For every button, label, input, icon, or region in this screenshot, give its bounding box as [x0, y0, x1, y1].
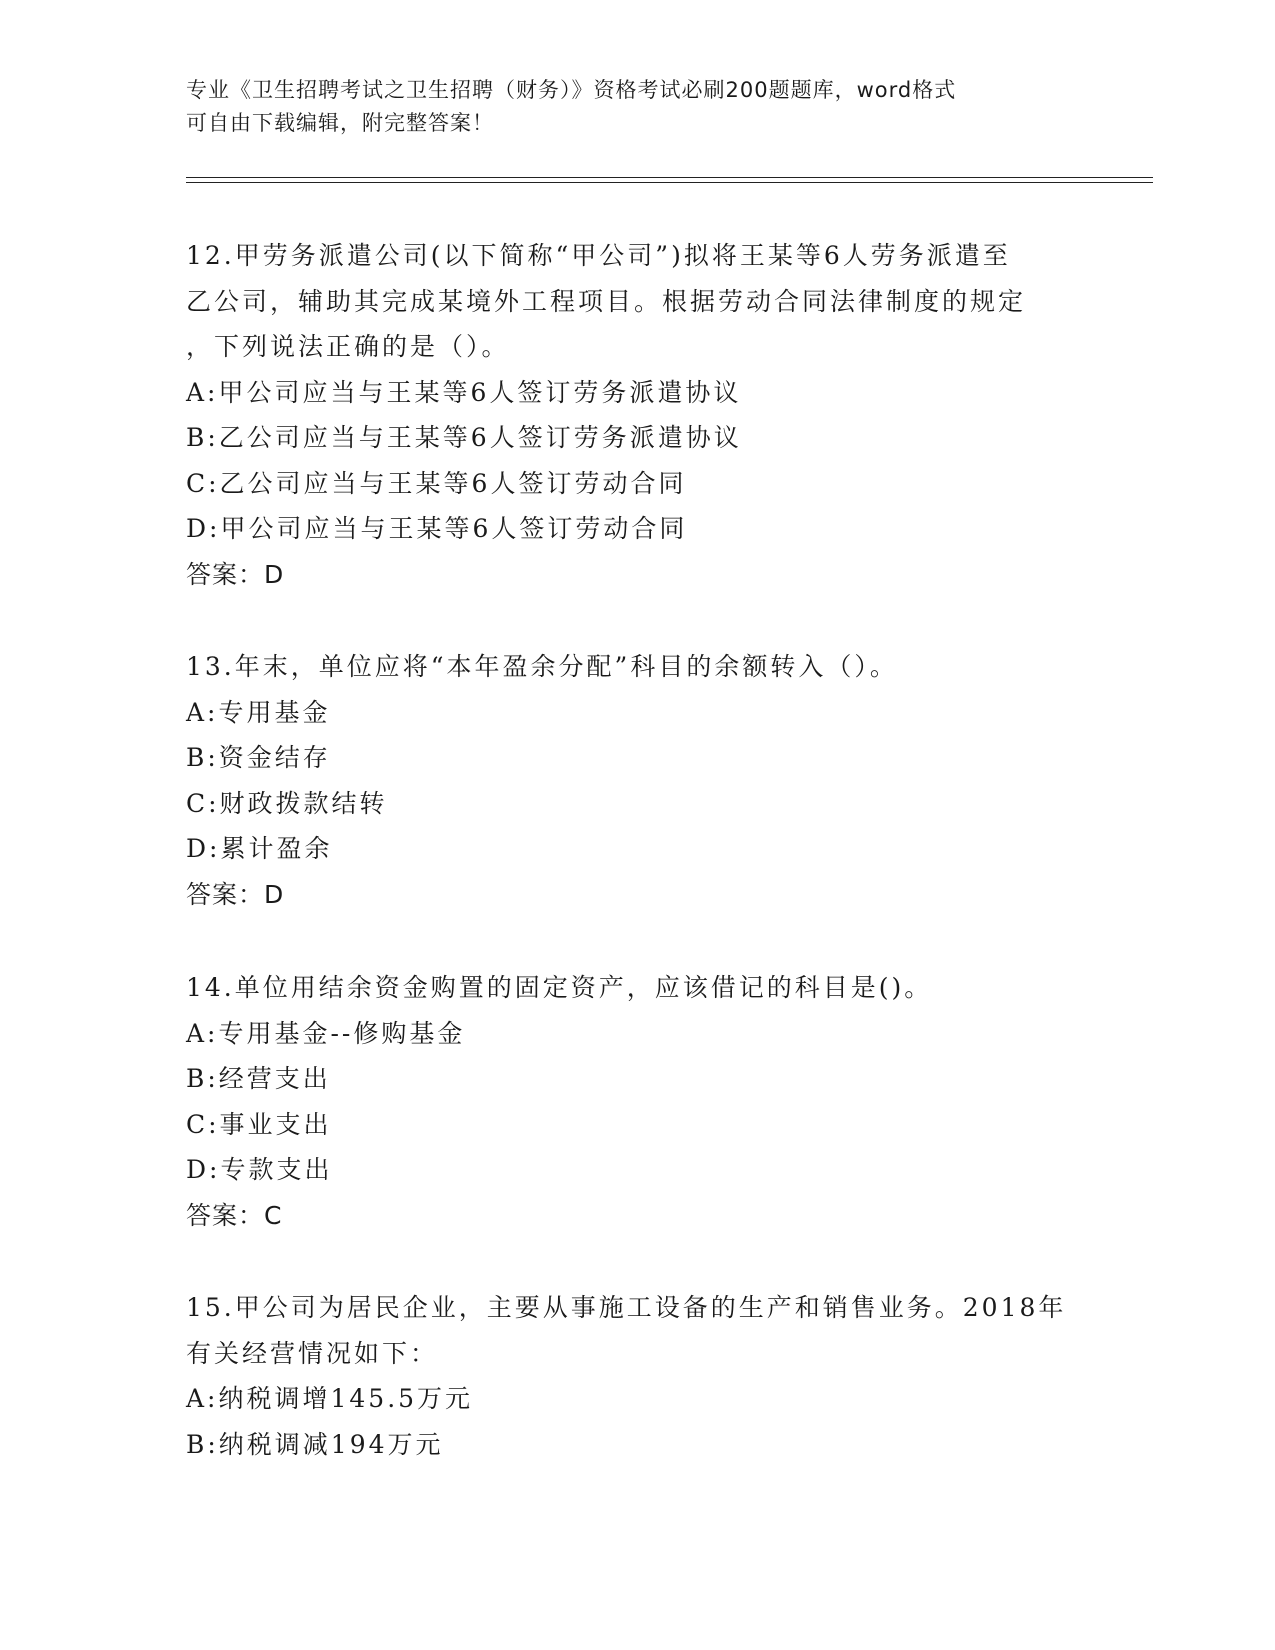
answer-line: 答案：C: [186, 1200, 283, 1230]
option-c: C:事业支出: [186, 1109, 332, 1139]
question-stem-line: 有关经营情况如下：: [186, 1338, 439, 1368]
option-d: D:累计盈余: [186, 834, 333, 863]
header-divider-top: [186, 177, 1153, 178]
question-stem-line: ，下列说法正确的是（）。: [186, 332, 510, 361]
option-b: B:乙公司应当与王某等6人签订劳务派遣协议: [186, 423, 742, 452]
option-d: D:专款支出: [186, 1155, 333, 1184]
option-d: D:甲公司应当与王某等6人签订劳动合同: [186, 514, 688, 543]
option-a: A:甲公司应当与王某等6人签订劳务派遣协议: [186, 377, 742, 407]
option-c: C:财政拨款结转: [186, 788, 388, 818]
question-stem-line: 乙公司，辅助其完成某境外工程项目。根据劳动合同法律制度的规定: [186, 286, 1027, 316]
question-stem-line: 13.年末，单位应将“本年盈余分配”科目的余额转入（）。: [186, 652, 898, 681]
option-a: A:专用基金: [186, 697, 331, 727]
header-line-1: 专业《卫生招聘考试之卫生招聘（财务）》资格考试必刷200题题库，word格式: [186, 78, 957, 102]
answer-line: 答案：D: [186, 879, 285, 909]
option-a: A:专用基金--修购基金: [186, 1018, 466, 1048]
option-a: A:纳税调增145.5万元: [186, 1384, 474, 1413]
header-line-2: 可自由下载编辑，附完整答案！: [186, 111, 494, 135]
option-c: C:乙公司应当与王某等6人签订劳动合同: [186, 468, 687, 498]
document-header: [186, 74, 1066, 140]
header-divider-bottom: [186, 182, 1153, 183]
option-b: B:资金结存: [186, 743, 331, 772]
option-b: B:经营支出: [186, 1064, 331, 1093]
question-stem-line: 14.单位用结余资金购置的固定资产，应该借记的科目是()。: [186, 973, 933, 1002]
question-14: [186, 965, 1086, 1238]
question-15: [186, 1285, 1086, 1467]
question-13: [186, 644, 1086, 917]
question-12: [186, 233, 1086, 597]
answer-line: 答案：D: [186, 559, 285, 589]
question-stem-line: 15.甲公司为居民企业，主要从事施工设备的生产和销售业务。2018年: [186, 1293, 1067, 1322]
question-stem-line: 12.甲劳务派遣公司(以下简称“甲公司”)拟将王某等6人劳务派遣至: [186, 241, 1011, 270]
option-b: B:纳税调减194万元: [186, 1429, 444, 1459]
